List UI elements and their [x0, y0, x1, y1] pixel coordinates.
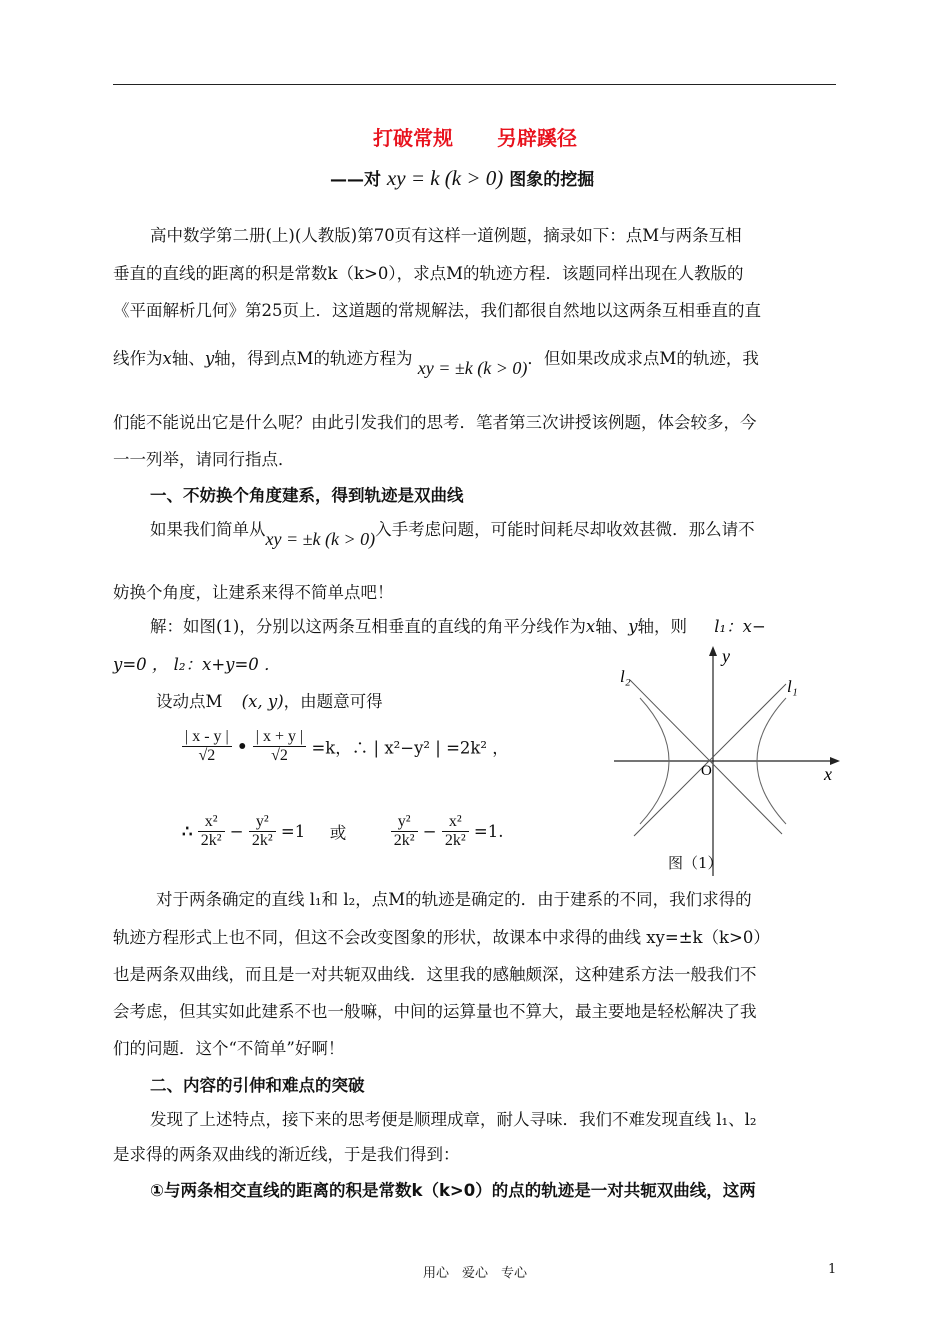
eq2-equals-2: =1.	[473, 822, 504, 841]
subtitle-suffix: 图象的挖掘	[509, 170, 595, 190]
section1-heading: 一、不妨换个角度建系，得到轨迹是双曲线	[150, 486, 464, 505]
p1-l4-d: ．但如果改成求点M的轨迹，我	[527, 349, 759, 368]
eq1-num2: | x + y |	[253, 728, 306, 747]
eq2-fraction-3	[391, 813, 418, 850]
subtitle-equation	[387, 166, 503, 190]
p1-line-6: 一一列举，请同行指点．	[113, 450, 295, 469]
subtitle-prefix: ——对	[330, 170, 381, 190]
s1-setpoint-a: 设动点M	[156, 692, 223, 711]
label-origin: O	[701, 763, 712, 779]
p2-line-5: 们的问题．这个“不简单”好啊！	[113, 1039, 345, 1058]
p2-line-2: 轨迹方程形式上也不同，但这不会改变图象的形状，故课本中求得的曲线 xy=±k（k>0）	[113, 928, 770, 947]
page-number: 1	[828, 1262, 837, 1277]
s1-line-2: 妨换个角度，让建系来得不简单点吧！	[113, 583, 394, 602]
eq2-d1: 2k²	[200, 832, 222, 849]
y-axis-arrow-icon	[709, 646, 717, 656]
eq2-n4: x²	[442, 813, 469, 832]
figure-caption: 图（1）	[668, 854, 723, 872]
p1-l4-c: 轴，得到点M的轨迹方程为	[214, 349, 413, 368]
top-rule	[113, 84, 836, 85]
label-y: y	[722, 646, 730, 666]
eq1-fraction-1	[182, 728, 232, 765]
p1-line-1: 高中数学第二册(上)(人教版)第70页有这样一道例题，摘录如下：点M与两条互相	[150, 226, 742, 245]
eq1-fraction-2	[253, 728, 306, 765]
eq2-n1: x²	[198, 813, 225, 832]
s1-sol2-text: y=0 ， l₂：x+y=0 ．	[113, 655, 281, 674]
p1-line-4	[113, 345, 759, 378]
eq2-fraction-4	[442, 813, 469, 850]
p1-l4-equation-text: xy = ±k (k > 0)	[417, 358, 528, 378]
p2-line-3: 也是两条双曲线，而且是一对共轭双曲线．这里我的感触颇深，这种建系方法一般我们不	[113, 965, 757, 984]
eq2-therefore: ∴	[182, 822, 193, 841]
equation-2	[182, 813, 504, 850]
eq2-d2: 2k²	[251, 832, 273, 849]
s1-sol-a: 解：如图(1)，分别以这两条互相垂直的直线的角平分线作为	[150, 617, 586, 636]
s1-l1-equation-text: xy = ±k (k > 0)	[265, 529, 376, 549]
s1-sol-b: 轴、	[595, 617, 629, 636]
s1-solution-line-2	[113, 651, 281, 675]
hyperbola-figure	[612, 640, 842, 880]
eq2-or: 或	[329, 823, 347, 843]
article-title	[0, 122, 950, 151]
s1-sol-x: x	[585, 617, 596, 636]
eq2-d3: 2k²	[393, 832, 415, 849]
s1-setpoint-line	[156, 688, 383, 712]
s1-sol-y: y	[628, 617, 638, 636]
eq1-den2: √2	[271, 747, 288, 764]
p1-l4-b: 轴、	[171, 349, 205, 368]
p1-l4-y: y	[204, 349, 215, 368]
eq2-equals-1: =1	[280, 822, 306, 841]
s1-setpoint-c: ，由题意可得	[283, 692, 383, 711]
eq2-fraction-2	[249, 813, 276, 850]
s1-l1-equation	[266, 529, 376, 549]
p1-line-5: 们能不能说出它是什么呢？由此引发我们的思考．笔者第三次讲授该例题，体会较多，今	[113, 413, 757, 432]
article-subtitle	[330, 165, 594, 191]
title-part-2: 另辟蹊径	[497, 126, 577, 150]
equation-1	[182, 728, 509, 765]
s1-sol-c: 轴，则	[637, 617, 688, 636]
s2-line-2: 是求得的两条双曲线的渐近线，于是我们得到：	[113, 1145, 460, 1164]
line-l2	[630, 680, 782, 834]
s2-line-3: ①与两条相交直线的距离的积是常数k（k>0）的点的轨迹是一对共轭双曲线，这两	[150, 1181, 756, 1200]
label-l2: l₂	[620, 667, 631, 686]
s1-line-1	[150, 516, 755, 549]
eq2-minus-1: −	[229, 822, 244, 841]
p2-line-4: 会考虑，但其实如此建系不也一般嘛，中间的运算量也不算大，最主要地是轻松解决了我	[113, 1002, 757, 1021]
eq1-den1: √2	[198, 747, 216, 764]
p1-l4-x: x	[162, 349, 172, 368]
s2-line-1: 发现了上述特点，接下来的思考便是顺理成章，耐人寻味．我们不难发现直线 l₁、l₂	[150, 1110, 757, 1129]
page-footer: 用心 爱心 专心	[422, 1266, 527, 1281]
s1-l1-b: 入手考虑问题，可能时间耗尽却收效甚微．那么请不	[375, 520, 755, 539]
eq1-num1: | x - y |	[182, 728, 232, 747]
label-x: x	[824, 764, 832, 784]
p2-line-1: 对于两条确定的直线 l₁和 l₂，点M的轨迹是确定的．由于建系的不同，我们求得的	[156, 890, 752, 909]
p1-line-3: 《平面解析几何》第25页上．这道题的常规解法，我们都很自然地以这两条互相垂直的直	[113, 301, 761, 320]
p1-l4-equation	[418, 358, 528, 378]
s1-setpoint-b: (x, y)	[241, 692, 284, 711]
eq2-n2: y²	[249, 813, 276, 832]
eq2-n3: y²	[391, 813, 418, 832]
eq1-dot: •	[236, 737, 248, 756]
s1-l1-a: 如果我们简单从	[150, 520, 266, 539]
s1-solution-line	[150, 613, 766, 637]
eq2-d4: 2k²	[444, 832, 466, 849]
title-part-1: 打破常规	[373, 126, 453, 150]
section2-heading: 二、内容的引伸和难点的突破	[150, 1076, 365, 1095]
label-l1: l₁	[787, 677, 798, 696]
p1-line-2: 垂直的直线的距离的积是常数k（k>0），求点M的轨迹方程．该题同样出现在人教版的	[113, 264, 744, 283]
subtitle-equation-text: xy = k (k > 0)	[386, 166, 504, 190]
eq1-rest: =k，∴ | x²−y² | =2k² ，	[311, 738, 509, 758]
eq2-minus-2: −	[422, 822, 437, 841]
s1-sol-l1: l₁：x−	[714, 617, 766, 636]
eq2-fraction-1	[198, 813, 225, 850]
p1-l4-a: 线作为	[113, 349, 163, 368]
